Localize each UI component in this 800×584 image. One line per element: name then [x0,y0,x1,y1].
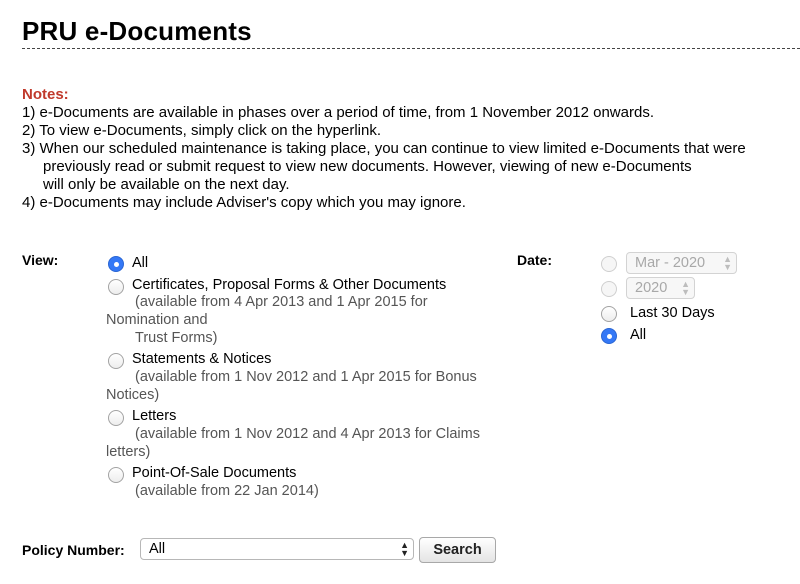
date-option-all-label[interactable]: All [630,327,647,343]
view-option-letters-note-1: (available from 1 Nov 2012 and 4 Apr 2013 for Claims [135,426,480,442]
month-select[interactable]: Mar - 2020 ▲ ▼ [626,252,737,274]
stepper-arrows-icon: ▲ ▼ [723,254,732,272]
note-2: 2) To view e-Documents, simply click on the hyperlink. [22,122,382,139]
page-title: PRU e-Documents [22,16,252,46]
policy-number-label: Policy Number: [22,542,125,558]
view-radio-statements[interactable] [108,353,124,369]
view-option-certificates-label[interactable]: Certificates, Proposal Forms & Other Documents [132,277,447,293]
view-label: View: [22,252,59,268]
date-label: Date: [517,252,553,268]
view-option-letters-label[interactable]: Letters [132,408,177,424]
view-option-certificates-note-1: (available from 4 Apr 2013 and 1 Apr 2015 for [135,294,428,310]
view-option-certificates-note-3: Trust Forms) [135,330,218,346]
notes-heading: Notes: [22,86,69,103]
search-button[interactable]: Search [419,537,496,563]
date-radio-all[interactable] [601,328,617,344]
note-3-line-3: will only be available on the next day. [43,176,290,193]
policy-number-select[interactable]: All ▲ ▼ [140,538,414,560]
view-option-pos-documents-label[interactable]: Point-Of-Sale Documents [132,465,297,481]
notes-section [22,86,746,212]
view-radio-certificates[interactable] [108,279,124,295]
year-select[interactable]: 2020 ▲ ▼ [626,277,695,299]
view-option-statements-label[interactable]: Statements & Notices [132,351,272,367]
view-radio-all[interactable] [108,256,124,272]
date-radio-last-30-days[interactable] [601,306,617,322]
note-4: 4) e-Documents may include Adviser's copy which you may ignore. [22,194,466,211]
note-3-line-2: previously read or submit request to view new documents. However, viewing of new e-Documents [43,158,692,175]
view-option-statements-note-1: (available from 1 Nov 2012 and 1 Apr 2015 for Bonus [135,369,477,385]
view-radio-pos-documents[interactable] [108,467,124,483]
note-1: 1) e-Documents are available in phases over a period of time, from 1 November 2012 onwards. [22,104,654,121]
view-option-statements-note-2: Notices) [106,387,160,403]
view-option-all-label[interactable]: All [132,255,149,271]
date-radio-month[interactable] [601,256,617,272]
date-option-last-30-days-label[interactable]: Last 30 Days [630,305,715,321]
date-radio-year[interactable] [601,281,617,297]
view-option-letters-note-2: letters) [106,444,151,460]
stepper-arrows-icon: ▲ ▼ [400,540,409,558]
stepper-arrows-icon: ▲ ▼ [681,279,690,297]
note-3: 3) When our scheduled maintenance is taking place, you can continue to view limited e-Documents that were [22,140,746,157]
view-option-pos-documents-note-1: (available from 22 Jan 2014) [135,483,319,499]
view-radio-letters[interactable] [108,410,124,426]
title-divider [22,48,800,49]
view-option-certificates-note-2: Nomination and [106,312,208,328]
